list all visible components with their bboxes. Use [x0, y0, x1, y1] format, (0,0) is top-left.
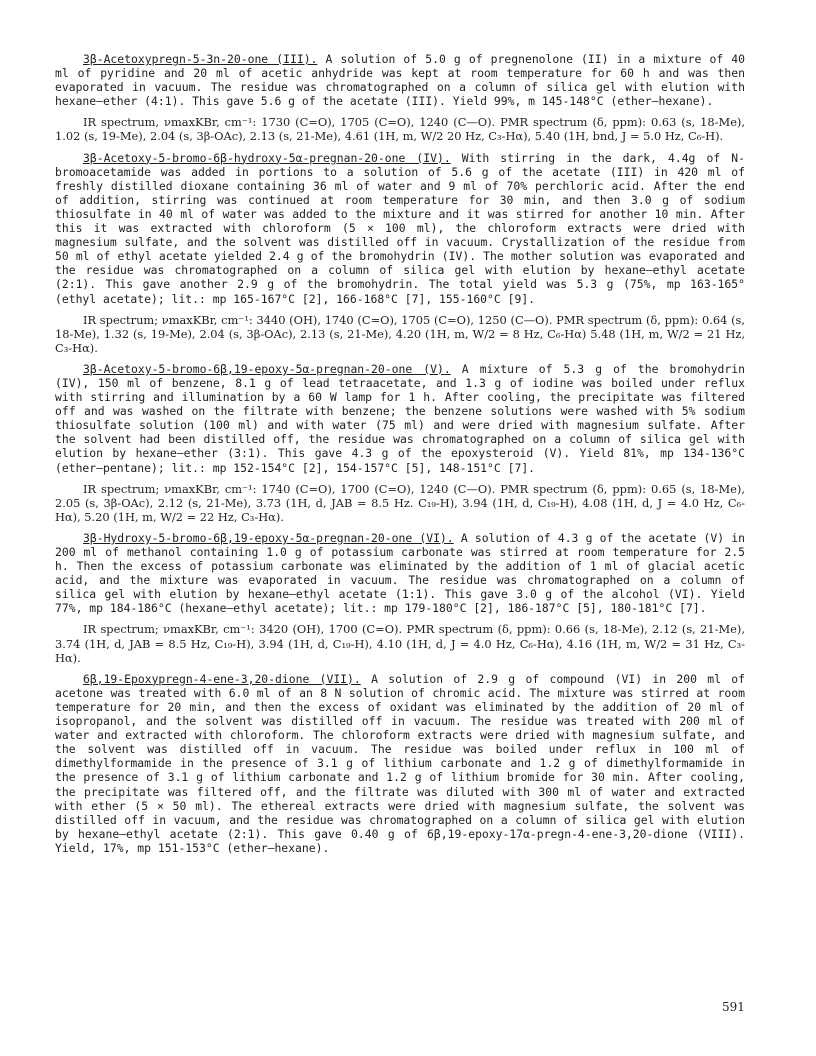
section-vi [55, 531, 745, 616]
section-body: A solution of 4.3 g of the acetate (V) in 200 ml of methanol containing 1.0 g of potassium carbonate was stirred at room temperature for 2.5 h. Then the excess of potassium carbonate was eliminated by the addition of 1 ml of glacial acetic acid, and the mixture was evaporated in vacuum. The residue was chromatographed on a column of silica gel with elution by hexane—ethyl acetate (1:1). This gave 3.0 g of the alcohol (VI). Yield 77%, mp 184-186°C (hexane—ethyl acetate); lit.: mp 179-180°C [2], 186-187°C [5], 180-181°C [7]. [55, 530, 745, 616]
section-heading: 3β-Acetoxy-5-bromo-6β-hydroxy-5α-pregnan-20-one (IV). [83, 150, 451, 165]
page-body [55, 52, 745, 862]
section-body: A mixture of 5.3 g of the bromohydrin (IV), 150 ml of benzene, 8.1 g of lead tetraacetate, and 1.3 g of iodine was boiled under reflux with stirring and illumination by a 60 W lamp for 1 h. After cooling, the precipitate was filtered off and was washed on the filtrate with benzene; the benzene solutions were washed with 5% sodium thiosulfate solution (100 ml) and with water (75 ml) and were dried with magnesium sulfate. After the solvent had been distilled off, the residue was chromatographed on a column of silica gel with elution by hexane—ether (3:1). This gave 4.3 g of the epoxysteroid (V). Yield 81%, mp 134-136°C (ether—pentane); lit.: mp 152-154°C [2], 154-157°C [5], 148-151°C [7]. [55, 361, 745, 475]
section-heading: 3β-Acetoxy-5-bromo-6β,19-epoxy-5α-pregnan-20-one (V). [83, 361, 451, 376]
spectrum-text: IR spectrum; νmaxKBr, cm⁻¹: 3440 (OH), 1740 (C=O), 1705 (C=O), 1250 (C—O). PMR spectrum (δ, ppm): 0.64 (s, 18-Me), 1.32 (s, 19-Me), 2.04 (s, 3β-OAc), 2.13 (s, 21-Me), 4.20 (1H, m, W/2 = 8 Hz, C₆-Hα) 5.48 (1H, m, W/2 = 21 Hz, C₃-Hα). [55, 312, 745, 355]
spectrum-vi [55, 622, 745, 664]
section-heading: 3β-Hydroxy-5-bromo-6β,19-epoxy-5α-pregnan-20-one (VI). [83, 530, 454, 545]
section-body: A solution of 2.9 g of compound (VI) in 200 ml of acetone was treated with 6.0 ml of an 8 N solution of chromic acid. The mixture was stirred at room temperature for 20 min, and then the excess of oxidant was eliminated by the addition of 20 ml of isopropanol, and the solvent was distilled off in vacuum. The residue was treated with 200 ml of water and extracted with chloroform. The chloroform extracts were dried with magnesium sulfate, and the solvent was distilled off in vacuum. The residue was boiled under reflux in 100 ml of dimethylformamide in the presence of 3.1 g of lithium carbonate and 1.2 g of dimethylformamide in the presence of 3.1 g of lithium carbonate and 1.2 g of lithium bromide for 30 min. After cooling, the precipitate was filtered off, and the filtrate was diluted with 300 ml of water and extracted with ether (5 × 50 ml). The ethereal extracts were dried with magnesium sulfate, the solvent was distilled off in vacuum, and the residue was chromatographed on a column of silica gel with elution by hexane—ethyl acetate (2:1). This gave 0.40 g of 6β,19-epoxy-17α-pregn-4-ene-3,20-dione (VIII). Yield, 17%, mp 151-153°C (ether—hexane). [55, 671, 746, 855]
spectrum-v [55, 482, 745, 524]
section-vii [55, 672, 745, 855]
page-number: 591 [722, 1000, 745, 1014]
section-body: With stirring in the dark, 4.4g of N-bromoacetamide was added in portions to a solution of 5.6 g of the acetate (III) in 420 ml of freshly distilled dioxane containing 36 ml of water and 9 ml of 70% perchloric acid. After the end of addition, stirring was continued at room temperature for 30 min, and then 3.0 g of sodium thiosulfate in 40 ml of water was added to the mixture and it was stirred for another 10 min. After this it was extracted with chloroform (5 × 100 ml), the chloroform extracts were dried with magnesium sulfate, and the solvent was distilled off in vacuum. Crystallization of the residue from 50 ml of ethyl acetate yielded 2.4 g of the bromohydrin (IV). The mother solution was evaporated and the residue was chromatographed on a column of silica gel with elution by hexane—ethyl acetate (2:1). This gave another 2.9 g of the bromohydrin. The total yield was 5.3 g (75%, mp 163-165° (ethyl acetate); lit.: mp 165-167°C [2], 166-168°C [7], 155-160°C [9]. [55, 150, 745, 306]
section-heading: 3β-Acetoxypregn-5-3n-20-one (III). [83, 52, 318, 66]
section-heading: 6β,19-Epoxypregn-4-ene-3,20-dione (VII). [83, 671, 361, 686]
section-body: A solution of 5.0 g of pregnenolone (II) in a mixture of 40 ml of pyridine and 20 ml of acetic anhydride was kept at room temperature for 60 h and was then evaporated in vacuum. The residue was chromatographed on a column of silica gel with elution with hexane—ether (4:1). This gave 5.6 g of the acetate (III). Yield 99%, m 145-148°C (ether—hexane). [55, 52, 745, 109]
spectrum-text: IR spectrum; νmaxKBr, cm⁻¹: 3420 (OH), 1700 (C=O). PMR spectrum (δ, ppm): 0.66 (s, 18-Me), 2.12 (s, 21-Me), 3.74 (1H, d, JAB = 8.5 Hz, C₁₉-H), 3.94 (1H, d, C₁₉-H), 4.10 (1H, d, J = 4.0 Hz, C₆-Hα), 4.16 (1H, m, W/2 = 31 Hz, C₃-Hα). [55, 622, 745, 665]
section-iv [55, 151, 745, 306]
spectrum-iii [55, 115, 745, 143]
spectrum-text: IR spectrum; νmaxKBr, cm⁻¹: 1740 (C=O), 1700 (C=O), 1240 (C—O). PMR spectrum (δ, ppm): 0.65 (s, 18-Me), 2.05 (s, 3β-OAc), 2.12 (s, 21-Me), 3.73 (1H, d, JAB = 8.5 Hz. C₁₉-H), 3.94 (1H, d, C₁₉-H), 4.08 (1H, d, J = 4.0 Hz, C₆-Hα), 5.20 (1H, m, W/2 = 22 Hz, C₃-Hα). [55, 481, 745, 524]
spectrum-text: IR spectrum, νmaxKBr, cm⁻¹: 1730 (C=O), 1705 (C=O), 1240 (C—O). PMR spectrum (δ, ppm): 0.63 (s, 18-Me), 1.02 (s, 19-Me), 2.04 (s, 3β-OAc), 2.13 (s, 21-Me), 4.61 (1H, m, W/2 20 Hz, C₃-Hα), 5.40 (1H, bnd, J = 5.0 Hz, C₆-H). [55, 115, 745, 144]
section-iii [55, 52, 745, 108]
section-v [55, 362, 745, 475]
spectrum-iv [55, 313, 745, 355]
